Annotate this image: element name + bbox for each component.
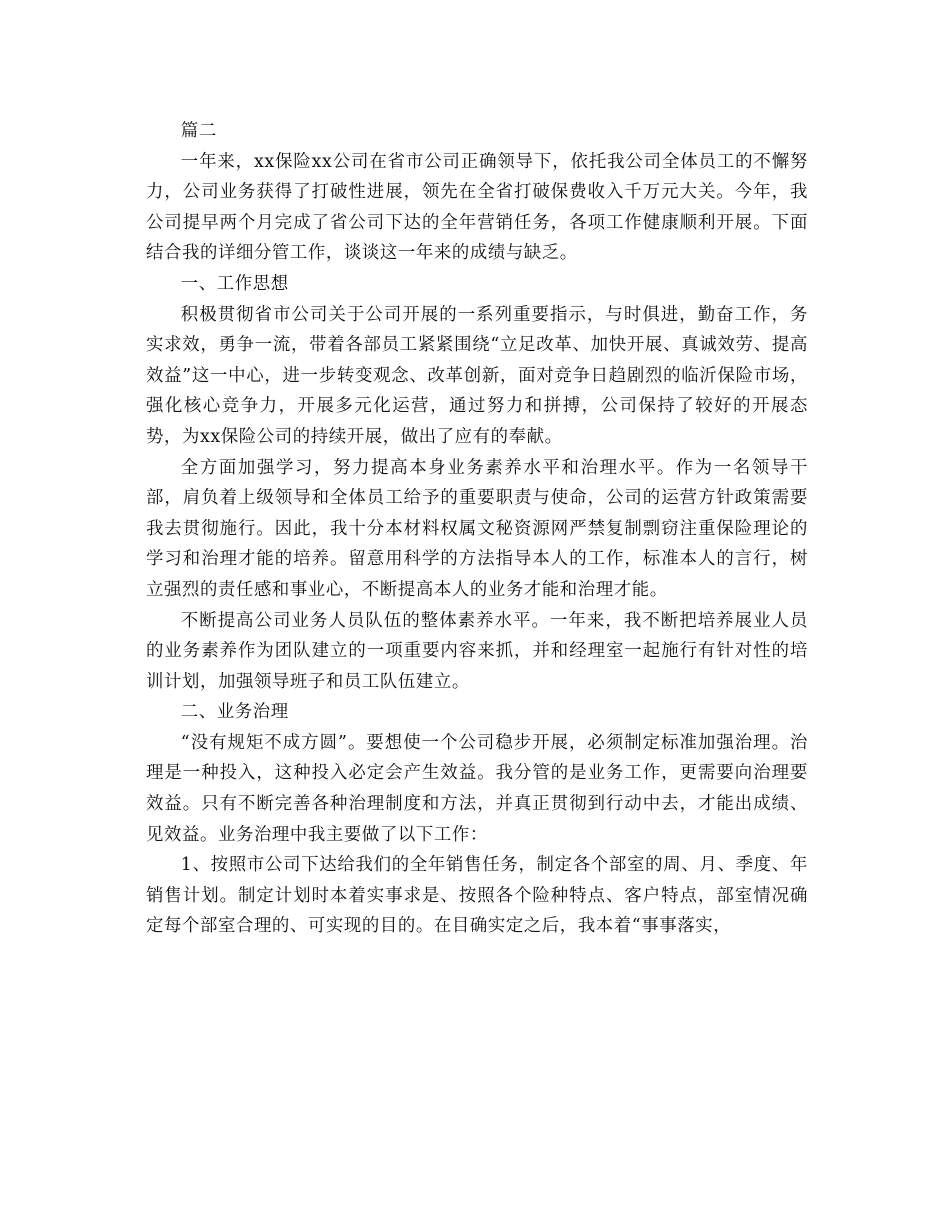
paragraph-team: 不断提高公司业务人员队伍的整体素养水平。一年来，我不断把培养展业人员的业务素养作为团队建立的一项重要内容来抓，并和经理室一起施行有针对性的培训计划，加强领导班子和员工队伍建立。 <box>146 610 808 692</box>
intro-paragraph: 一年来，xx保险xx公司在省市公司正确领导下，依托我公司全体员工的不懈努力，公司业务获得了打破性进展，领先在全省打破保费收入千万元大关。今年，我公司提早两个月完成了省公司下达的全年营销任务，各项工作健康顺利开展。下面结合我的详细分管工作，谈谈这一年来的成绩与缺乏。 <box>146 151 808 264</box>
heading-work-thought: 一、工作思想 <box>180 273 289 294</box>
paragraph-implement: 积极贯彻省市公司关于公司开展的一系列重要指示，与时俱进，勤奋工作，务实求效，勇争一流，带着各部员工紧紧围绕“立足改革、加快开展、真诚效劳、提高效益”这一中心，进一步转变观念、改革创新，面对竞争日趋剧烈的临沂保险市场，强化核心竞争力，开展多元化运营，通过努力和拼搏，公司保持了较好的开展态势，为xx保险公司的持续开展，做出了应有的奉献。 <box>146 304 808 447</box>
paragraph-item-1: 1、按照市公司下达给我们的全年销售任务，制定各个部室的周、月、季度、年销售计划。制定计划时本着实事求是、按照各个险种特点、客户特点，部室情况确定每个部室合理的、可实现的目的。在目确实定之后，我本着“事事落实， <box>146 855 808 937</box>
paragraph-rules: “没有规矩不成方圆”。要想使一个公司稳步开展，必须制定标准加强治理。治理是一种投入，这种投入必定会产生效益。我分管的是业务工作，更需要向治理要效益。只有不断完善各种治理制度和方法，并真正贯彻到行动中去，才能出成绩、见效益。业务治理中我主要做了以下工作： <box>146 732 808 845</box>
section-label: 篇二 <box>180 121 217 141</box>
heading-business-management: 二、业务治理 <box>180 702 289 723</box>
document-body <box>146 116 808 942</box>
paragraph-study: 全方面加强学习，努力提高本身业务素养水平和治理水平。作为一名领导干部，肩负着上级领导和全体员工给予的重要职责与使命，公司的运营方针政策需要我去贯彻施行。因此，我十分本材料权属文秘资源网严禁复制剽窃注重保险理论的学习和治理才能的培养。留意用科学的方法指导本人的工作，标准本人的言行，树立强烈的责任感和事业心，不断提高本人的业务才能和治理才能。 <box>146 457 808 600</box>
